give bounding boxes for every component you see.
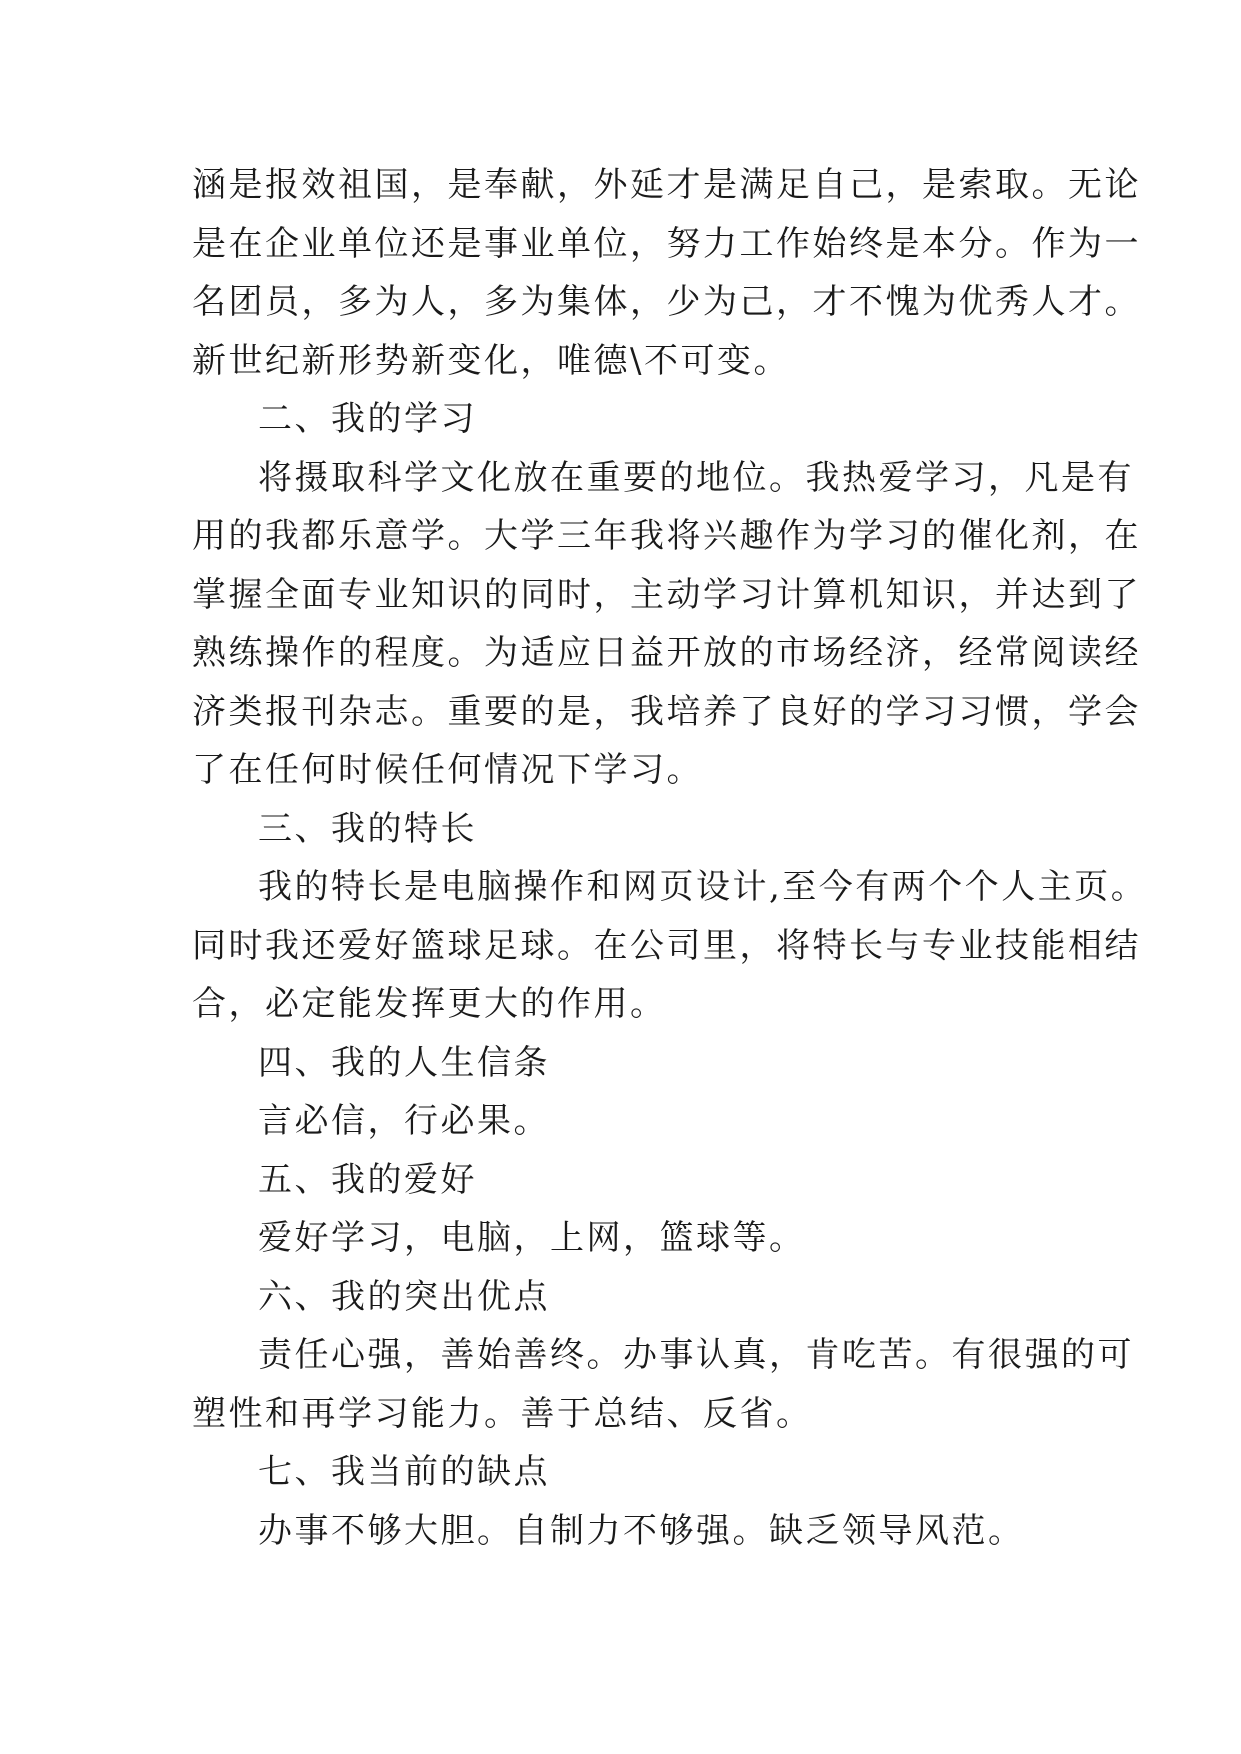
text-line: 塑性和再学习能力。善于总结、反省。 [192, 1393, 813, 1434]
text-line: 掌握全面专业知识的同时，主动学习计算机知识，并达到了 [192, 574, 1141, 615]
text-line: 二、我的学习 [258, 399, 477, 439]
document-body [192, 156, 1148, 1560]
text-line: 五、我的爱好 [258, 1159, 477, 1200]
text-line: 责任心强，善始善终。办事认真，肯吃苦。有很强的可 [258, 1335, 1134, 1375]
text-line: 合，必定能发挥更大的作用。 [192, 984, 667, 1024]
text-line: 三、我的特长 [258, 808, 477, 849]
text-line: 是在企业单位还是事业单位，努力工作始终是本分。作为一 [192, 223, 1141, 264]
text-line: 办事不够大胆。自制力不够强。缺乏领导风范。 [258, 1510, 1025, 1551]
text-line: 涵是报效祖国，是奉献，外延才是满足自己，是索取。无论 [192, 165, 1141, 205]
text-line: 新世纪新形势新变化，唯德\不可变。 [192, 340, 790, 381]
text-line: 同时我还爱好篮球足球。在公司里，将特长与专业技能相结 [192, 925, 1141, 966]
text-line: 了在任何时候任何情况下学习。 [192, 750, 703, 790]
text-line: 七、我当前的缺点 [258, 1452, 550, 1492]
text-line: 言必信，行必果。 [258, 1101, 550, 1141]
text-line: 四、我的人生信条 [258, 1042, 550, 1083]
text-line: 我的特长是电脑操作和网页设计,至今有两个个人主页。 [258, 867, 1148, 907]
text-line: 将摄取科学文化放在重要的地位。我热爱学习，凡是有 [258, 457, 1134, 498]
text-line: 爱好学习，电脑，上网，篮球等。 [258, 1218, 806, 1258]
text-line: 名团员，多为人，多为集体，少为己，才不愧为优秀人才。 [192, 282, 1141, 322]
text-line: 六、我的突出优点 [258, 1276, 550, 1317]
text-line: 济类报刊杂志。重要的是，我培养了良好的学习习惯，学会 [192, 691, 1141, 732]
text-line: 熟练操作的程度。为适应日益开放的市场经济，经常阅读经 [192, 633, 1141, 673]
text-line: 用的我都乐意学。大学三年我将兴趣作为学习的催化剂，在 [192, 516, 1141, 556]
